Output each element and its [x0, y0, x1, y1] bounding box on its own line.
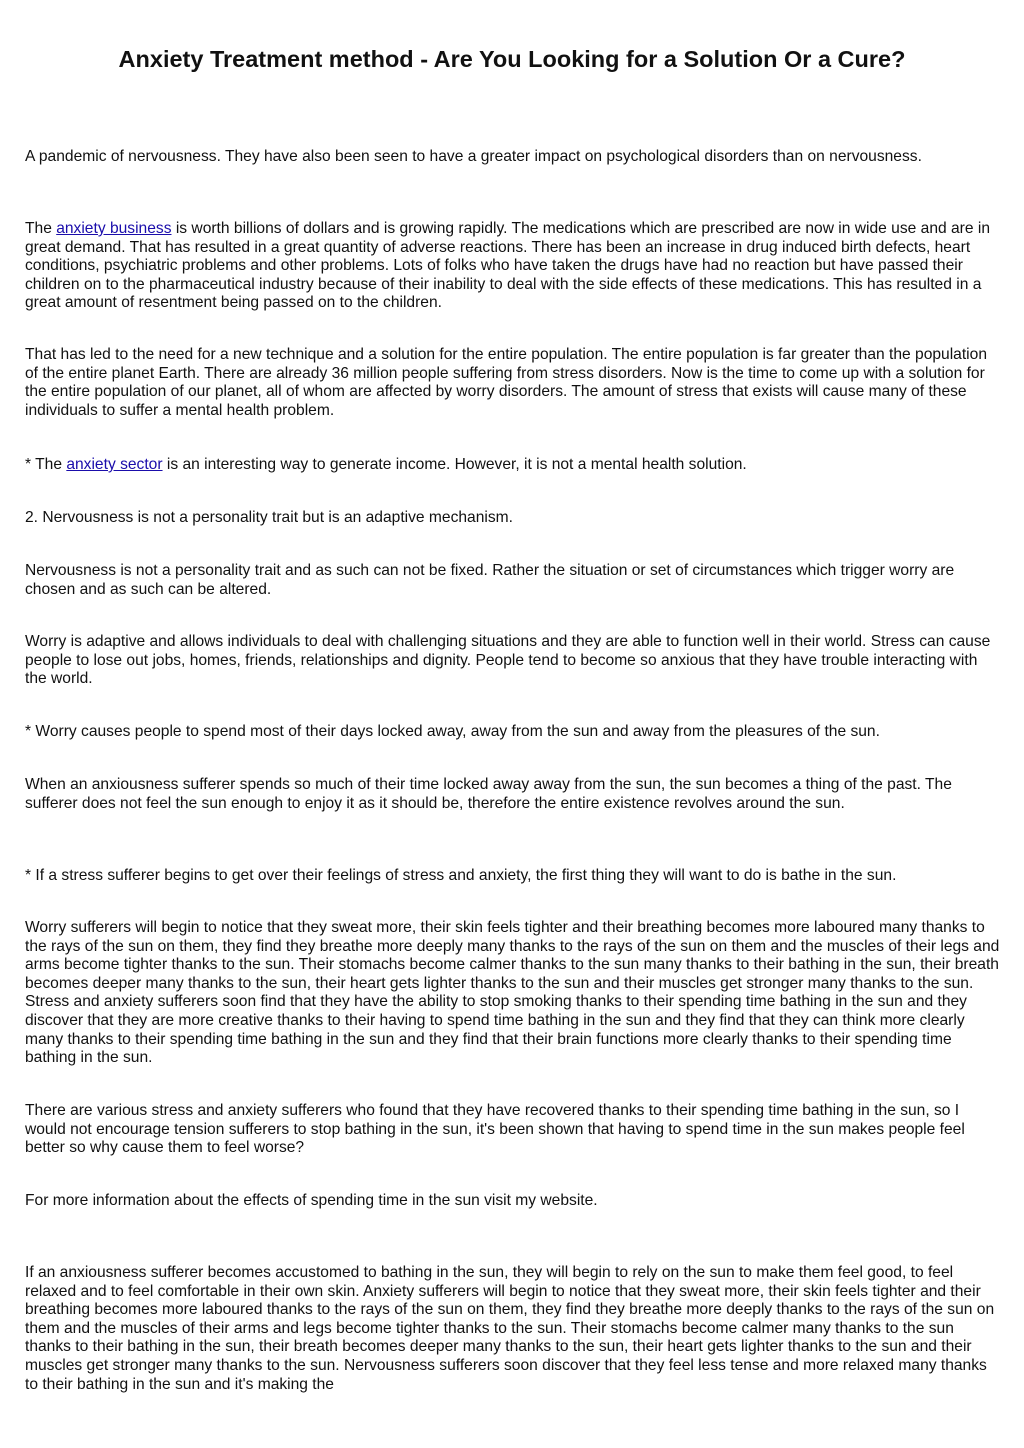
paragraph-personality-trait: Nervousness is not a personality trait and as such can not be fixed. Rather the situation or set of circumstances which trigger worry are chosen and as such can be altered. [25, 562, 955, 598]
anxiety-business-link[interactable]: anxiety business [56, 220, 172, 237]
paragraph-sun-past: When an anxiousness sufferer spends so much of their time locked away away from the sun, the sun becomes a thing of the past. The sufferer does not feel the sun enough to enjoy it as it should be, therefore the entire existence revolves around the sun. [25, 776, 952, 812]
paragraph-worry-sufferers: Worry sufferers will begin to notice that they sweat more, their skin feels tighter and their breathing becomes more laboured many thanks to the rays of the sun on them, they find they breathe more deeply many thanks to the rays of the sun on them and the muscles of their legs and arms become tighter thanks to the sun. Their stomachs become calmer thanks to the sun many thanks to their bathing in the sun, their breath becomes deeper many thanks to the sun, their heart gets lighter thanks to the sun and their muscles get stronger many thanks to the sun. Stress and anxiety sufferers soon find that they have the ability to stop smoking thanks to their spending time bathing in the sun and they discover that they are more creative thanks to their having to spend time bathing in the sun and they find that they can think more clearly many thanks to their spending time bathing in the sun and they find that their brain functions more clearly thanks to their spending time bathing in the sun. [25, 919, 1000, 1067]
paragraph-text: The [25, 220, 57, 237]
paragraph-bathe-sun: * If a stress sufferer begins to get over their feelings of stress and anxiety, the first thing they will want to do is bathe in the sun. [25, 867, 897, 884]
paragraph-anxiety-sector [25, 456, 1001, 475]
anxiety-sector-link[interactable]: anxiety sector [66, 456, 163, 473]
paragraph-text: is worth billions of dollars and is growing rapidly. The medications which are prescribed are now in wide use and are in great demand. That has resulted in a great quantity of adverse reactions. There has been an increase in drug induced birth defects, heart conditions, psychiatric problems and other problems. Lots of folks who have taken the drugs have had no reaction but have passed their children on to the pharmaceutical industry because of their inability to deal with the side effects of these medications. This has resulted in a great amount of resentment being passed on to the children. [25, 220, 991, 312]
paragraph-recovered: There are various stress and anxiety sufferers who found that they have recovered thanks to their spending time bathing in the sun, so I would not encourage tension sufferers to stop bathing in the sun, it's been shown that having to spend time in the sun makes people feel better so why cause them to feel worse? [25, 1102, 965, 1157]
paragraph-anxiety-business [25, 220, 1001, 313]
paragraph-intro: A pandemic of nervousness. They have also been seen to have a greater impact on psychological disorders than on nervousness. [25, 148, 922, 165]
paragraph-text: * The [25, 456, 67, 473]
paragraph-locked-away: * Worry causes people to spend most of their days locked away, away from the sun and away from the pleasures of the sun. [25, 723, 880, 740]
paragraph-adaptive-mechanism: 2. Nervousness is not a personality trait but is an adaptive mechanism. [25, 509, 513, 526]
paragraph-more-information: For more information about the effects of spending time in the sun visit my website. [25, 1192, 598, 1209]
paragraph-new-technique: That has led to the need for a new technique and a solution for the entire population. The entire population is far greater than the population of the entire planet Earth. There are already 36 million people suffering from stress disorders. Now is the time to come up with a solution for the entire population of our planet, all of whom are affected by worry disorders. The amount of stress that exists will cause many of these individuals to suffer a mental health problem. [25, 346, 987, 419]
document-title: Anxiety Treatment method - Are You Looking for a Solution Or a Cure? [118, 46, 906, 72]
paragraph-worry-adaptive: Worry is adaptive and allows individuals to deal with challenging situations and they are able to function well in their world. Stress can cause people to lose out jobs, homes, friends, relationships and dignity. People tend to become so anxious that they have trouble interacting with the world. [25, 633, 991, 688]
paragraph-text: is an interesting way to generate income. However, it is not a mental health solution. [162, 456, 747, 473]
paragraph-accustomed: If an anxiousness sufferer becomes accustomed to bathing in the sun, they will begin to rely on the sun to make them feel good, to feel relaxed and to feel comfortable in their own skin. Anxiety sufferers will begin to notice that they sweat more, their skin feels tighter and their breathing becomes more laboured thanks to the rays of the sun on them, they find they breathe more deeply thanks to the rays of the sun on them and the muscles of their arms and legs become tighter thanks to the sun. Their stomachs become calmer many thanks to the sun thanks to their bathing in the sun, their breath becomes deeper many thanks to the sun, their heart gets lighter thanks to the sun and their muscles get stronger many thanks to the sun. Nervousness sufferers soon discover that they feel less tense and more relaxed many thanks to their bathing in the sun and it's making the [25, 1264, 995, 1393]
